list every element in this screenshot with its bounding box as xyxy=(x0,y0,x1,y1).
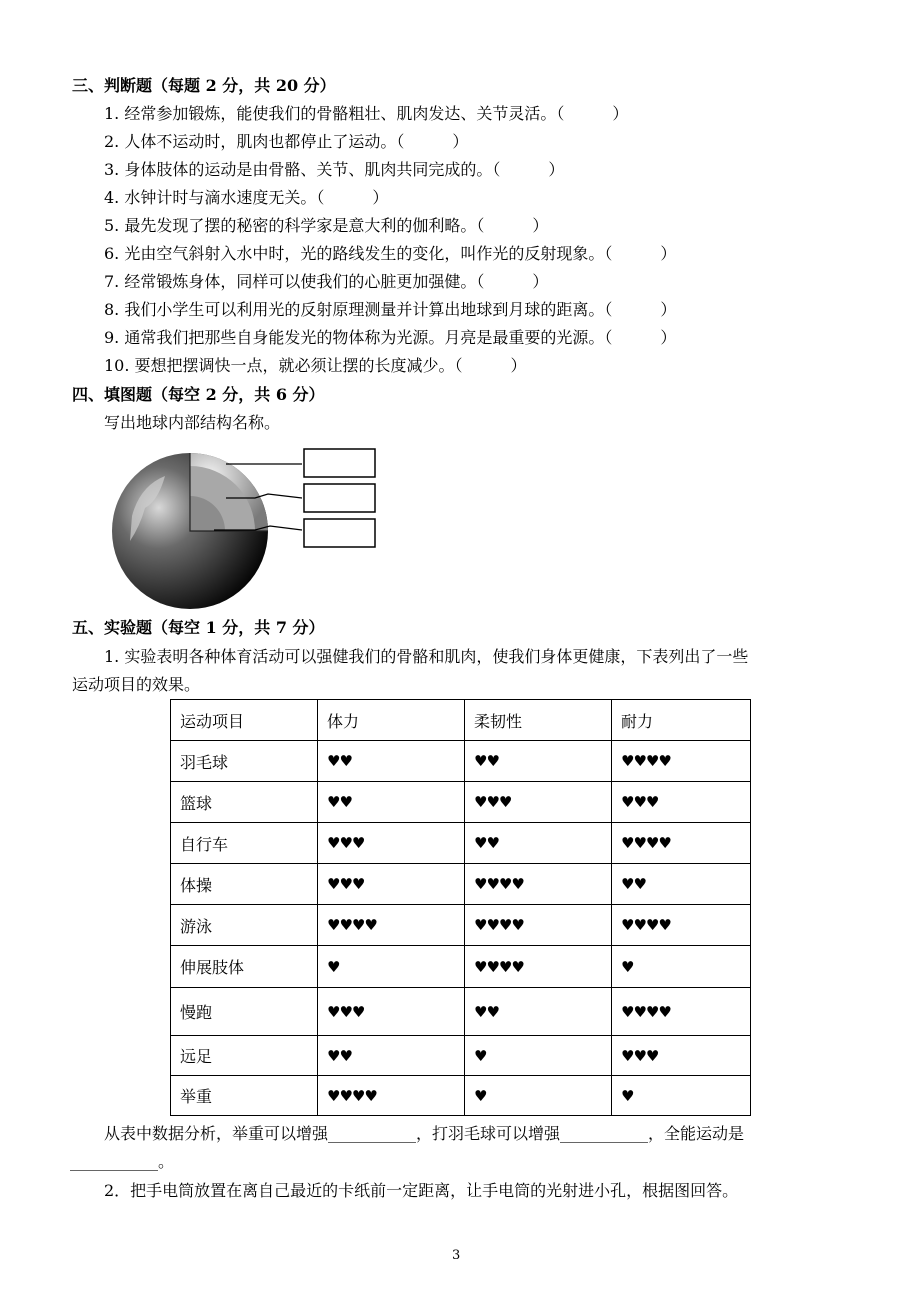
rating-cell: ♥♥♥♥ xyxy=(612,905,751,946)
judge-item-8: 8. 我们小学生可以利用光的反射原理测量并计算出地球到月球的距离。（ ） xyxy=(104,300,677,319)
sport-name-cell: 伸展肢体 xyxy=(171,946,318,988)
table-row xyxy=(171,946,751,988)
rating-cell: ♥ xyxy=(465,1036,612,1076)
section4-prompt: 写出地球内部结构名称。 xyxy=(104,413,281,432)
table-row xyxy=(171,988,751,1036)
sports-effect-table xyxy=(170,699,751,1116)
rating-cell: ♥ xyxy=(318,946,465,988)
table-header-cell: 耐力 xyxy=(612,700,751,741)
experiment-q1-line2: 运动项目的效果。 xyxy=(72,675,201,694)
sport-name-cell: 自行车 xyxy=(171,823,318,864)
rating-cell: ♥♥♥♥ xyxy=(612,741,751,782)
table-row xyxy=(171,741,751,782)
judge-item-9: 9. 通常我们把那些自身能发光的物体称为光源。月亮是最重要的光源。（ ） xyxy=(104,328,677,347)
table-header-cell: 体力 xyxy=(318,700,465,741)
rating-cell: ♥♥ xyxy=(465,741,612,782)
earth-structure-diagram xyxy=(110,446,385,611)
experiment-q2: 2．把手电筒放置在离自己最近的卡纸前一定距离，让手电筒的光射进小孔，根据图回答。 xyxy=(104,1181,739,1200)
judge-item-10: 10. 要想把摆调快一点，就必须让摆的长度减少。（ ） xyxy=(104,356,527,375)
sport-name-cell: 羽毛球 xyxy=(171,741,318,782)
table-row xyxy=(171,1036,751,1076)
section3-title: 三、判断题（每题 2 分，共 20 分） xyxy=(72,76,336,95)
judge-item-6: 6. 光由空气斜射入水中时，光的路线发生的变化，叫作光的反射现象。（ ） xyxy=(104,244,677,263)
rating-cell: ♥♥ xyxy=(465,988,612,1036)
table-row xyxy=(171,823,751,864)
rating-cell: ♥♥♥ xyxy=(318,988,465,1036)
answer-box-crust[interactable] xyxy=(304,449,375,477)
table-header-cell: 柔韧性 xyxy=(465,700,612,741)
rating-cell: ♥♥♥♥ xyxy=(612,988,751,1036)
rating-cell: ♥♥ xyxy=(612,864,751,905)
rating-cell: ♥♥♥♥ xyxy=(465,905,612,946)
analysis-line1: 从表中数据分析，举重可以增强___________，打羽毛球可以增强___________，全能运动是 xyxy=(104,1124,745,1143)
answer-box-core[interactable] xyxy=(304,519,375,547)
rating-cell: ♥♥♥ xyxy=(318,823,465,864)
answer-box-mantle[interactable] xyxy=(304,484,375,512)
table-row xyxy=(171,864,751,905)
section4-title: 四、填图题（每空 2 分，共 6 分） xyxy=(72,385,325,404)
sport-name-cell: 游泳 xyxy=(171,905,318,946)
judge-item-3: 3. 身体肢体的运动是由骨骼、关节、肌肉共同完成的。（ ） xyxy=(104,160,565,179)
rating-cell: ♥♥♥♥ xyxy=(465,946,612,988)
rating-cell: ♥♥♥♥ xyxy=(465,864,612,905)
rating-cell: ♥♥♥♥ xyxy=(318,905,465,946)
sport-name-cell: 篮球 xyxy=(171,782,318,823)
rating-cell: ♥♥♥ xyxy=(465,782,612,823)
rating-cell: ♥♥ xyxy=(318,1036,465,1076)
sport-name-cell: 远足 xyxy=(171,1036,318,1076)
sport-name-cell: 慢跑 xyxy=(171,988,318,1036)
table-row xyxy=(171,782,751,823)
rating-cell: ♥♥♥♥ xyxy=(612,823,751,864)
table-header-cell: 运动项目 xyxy=(171,700,318,741)
rating-cell: ♥♥♥ xyxy=(612,782,751,823)
judge-item-2: 2. 人体不运动时，肌肉也都停止了运动。（ ） xyxy=(104,132,469,151)
analysis-line2: ___________。 xyxy=(70,1152,175,1171)
table-row xyxy=(171,1076,751,1116)
judge-item-4: 4. 水钟计时与滴水速度无关。（ ） xyxy=(104,188,389,207)
experiment-q1-line1: 1. 实验表明各种体育活动可以强健我们的骨骼和肌肉，使我们身体更健康，下表列出了一些 xyxy=(104,647,749,666)
table-header-row xyxy=(171,700,751,741)
page-number: 3 xyxy=(452,1248,461,1263)
judge-item-1: 1. 经常参加锻炼，能使我们的骨骼粗壮、肌肉发达、关节灵活。（ ） xyxy=(104,104,629,123)
sport-name-cell: 体操 xyxy=(171,864,318,905)
rating-cell: ♥ xyxy=(465,1076,612,1116)
judge-item-5: 5. 最先发现了摆的秘密的科学家是意大利的伽利略。（ ） xyxy=(104,216,549,235)
section5-title: 五、实验题（每空 1 分，共 7 分） xyxy=(72,618,325,637)
rating-cell: ♥ xyxy=(612,1076,751,1116)
rating-cell: ♥♥♥♥ xyxy=(318,1076,465,1116)
sport-name-cell: 举重 xyxy=(171,1076,318,1116)
rating-cell: ♥ xyxy=(612,946,751,988)
rating-cell: ♥♥ xyxy=(318,741,465,782)
table-row xyxy=(171,905,751,946)
judge-item-7: 7. 经常锻炼身体，同样可以使我们的心脏更加强健。（ ） xyxy=(104,272,549,291)
rating-cell: ♥♥♥ xyxy=(318,864,465,905)
rating-cell: ♥♥ xyxy=(318,782,465,823)
rating-cell: ♥♥♥ xyxy=(612,1036,751,1076)
rating-cell: ♥♥ xyxy=(465,823,612,864)
